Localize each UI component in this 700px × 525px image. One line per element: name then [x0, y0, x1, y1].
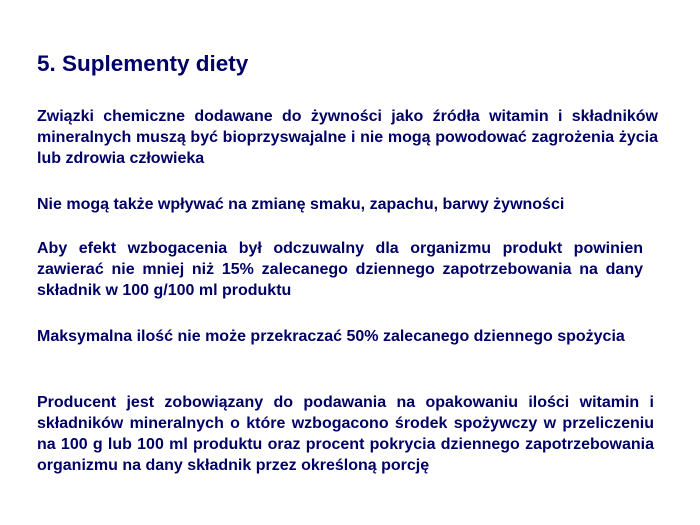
paragraph-producent-labeling: Producent jest zobowiązany do podawania na opakowaniu ilości witamin i składników mineralnych o które wzbogacono środek spożywczy w przeliczeniu na 100 g lub 100 ml produktu oraz procent pokrycia dziennego zapotrzebowania organizmu na dany składnik przez określoną porcję [37, 394, 654, 474]
paragraph-minimum-15-percent: Aby efekt wzbogacenia był odczuwalny dla organizmu produkt powinien zawierać nie mniej niż 15% zalecanego dziennego zapotrzebowania na dany składnik w 100 g/100 ml produktu [37, 240, 643, 299]
paragraph-maximum-50-percent: Maksymalna ilość nie może przekraczać 50% zalecanego dziennego spożycia [37, 328, 625, 345]
slide-title: 5. Suplementy diety [37, 51, 249, 76]
paragraph-bioavailability: Związki chemiczne dodawane do żywności jako źródła witamin i składników mineralnych muszą być bioprzyswajalne i nie mogą powodować zagrożenia życia lub zdrowia człowieka [37, 108, 658, 167]
paragraph-taste-smell-color: Nie mogą także wpływać na zmianę smaku, zapachu, barwy żywności [37, 196, 565, 213]
